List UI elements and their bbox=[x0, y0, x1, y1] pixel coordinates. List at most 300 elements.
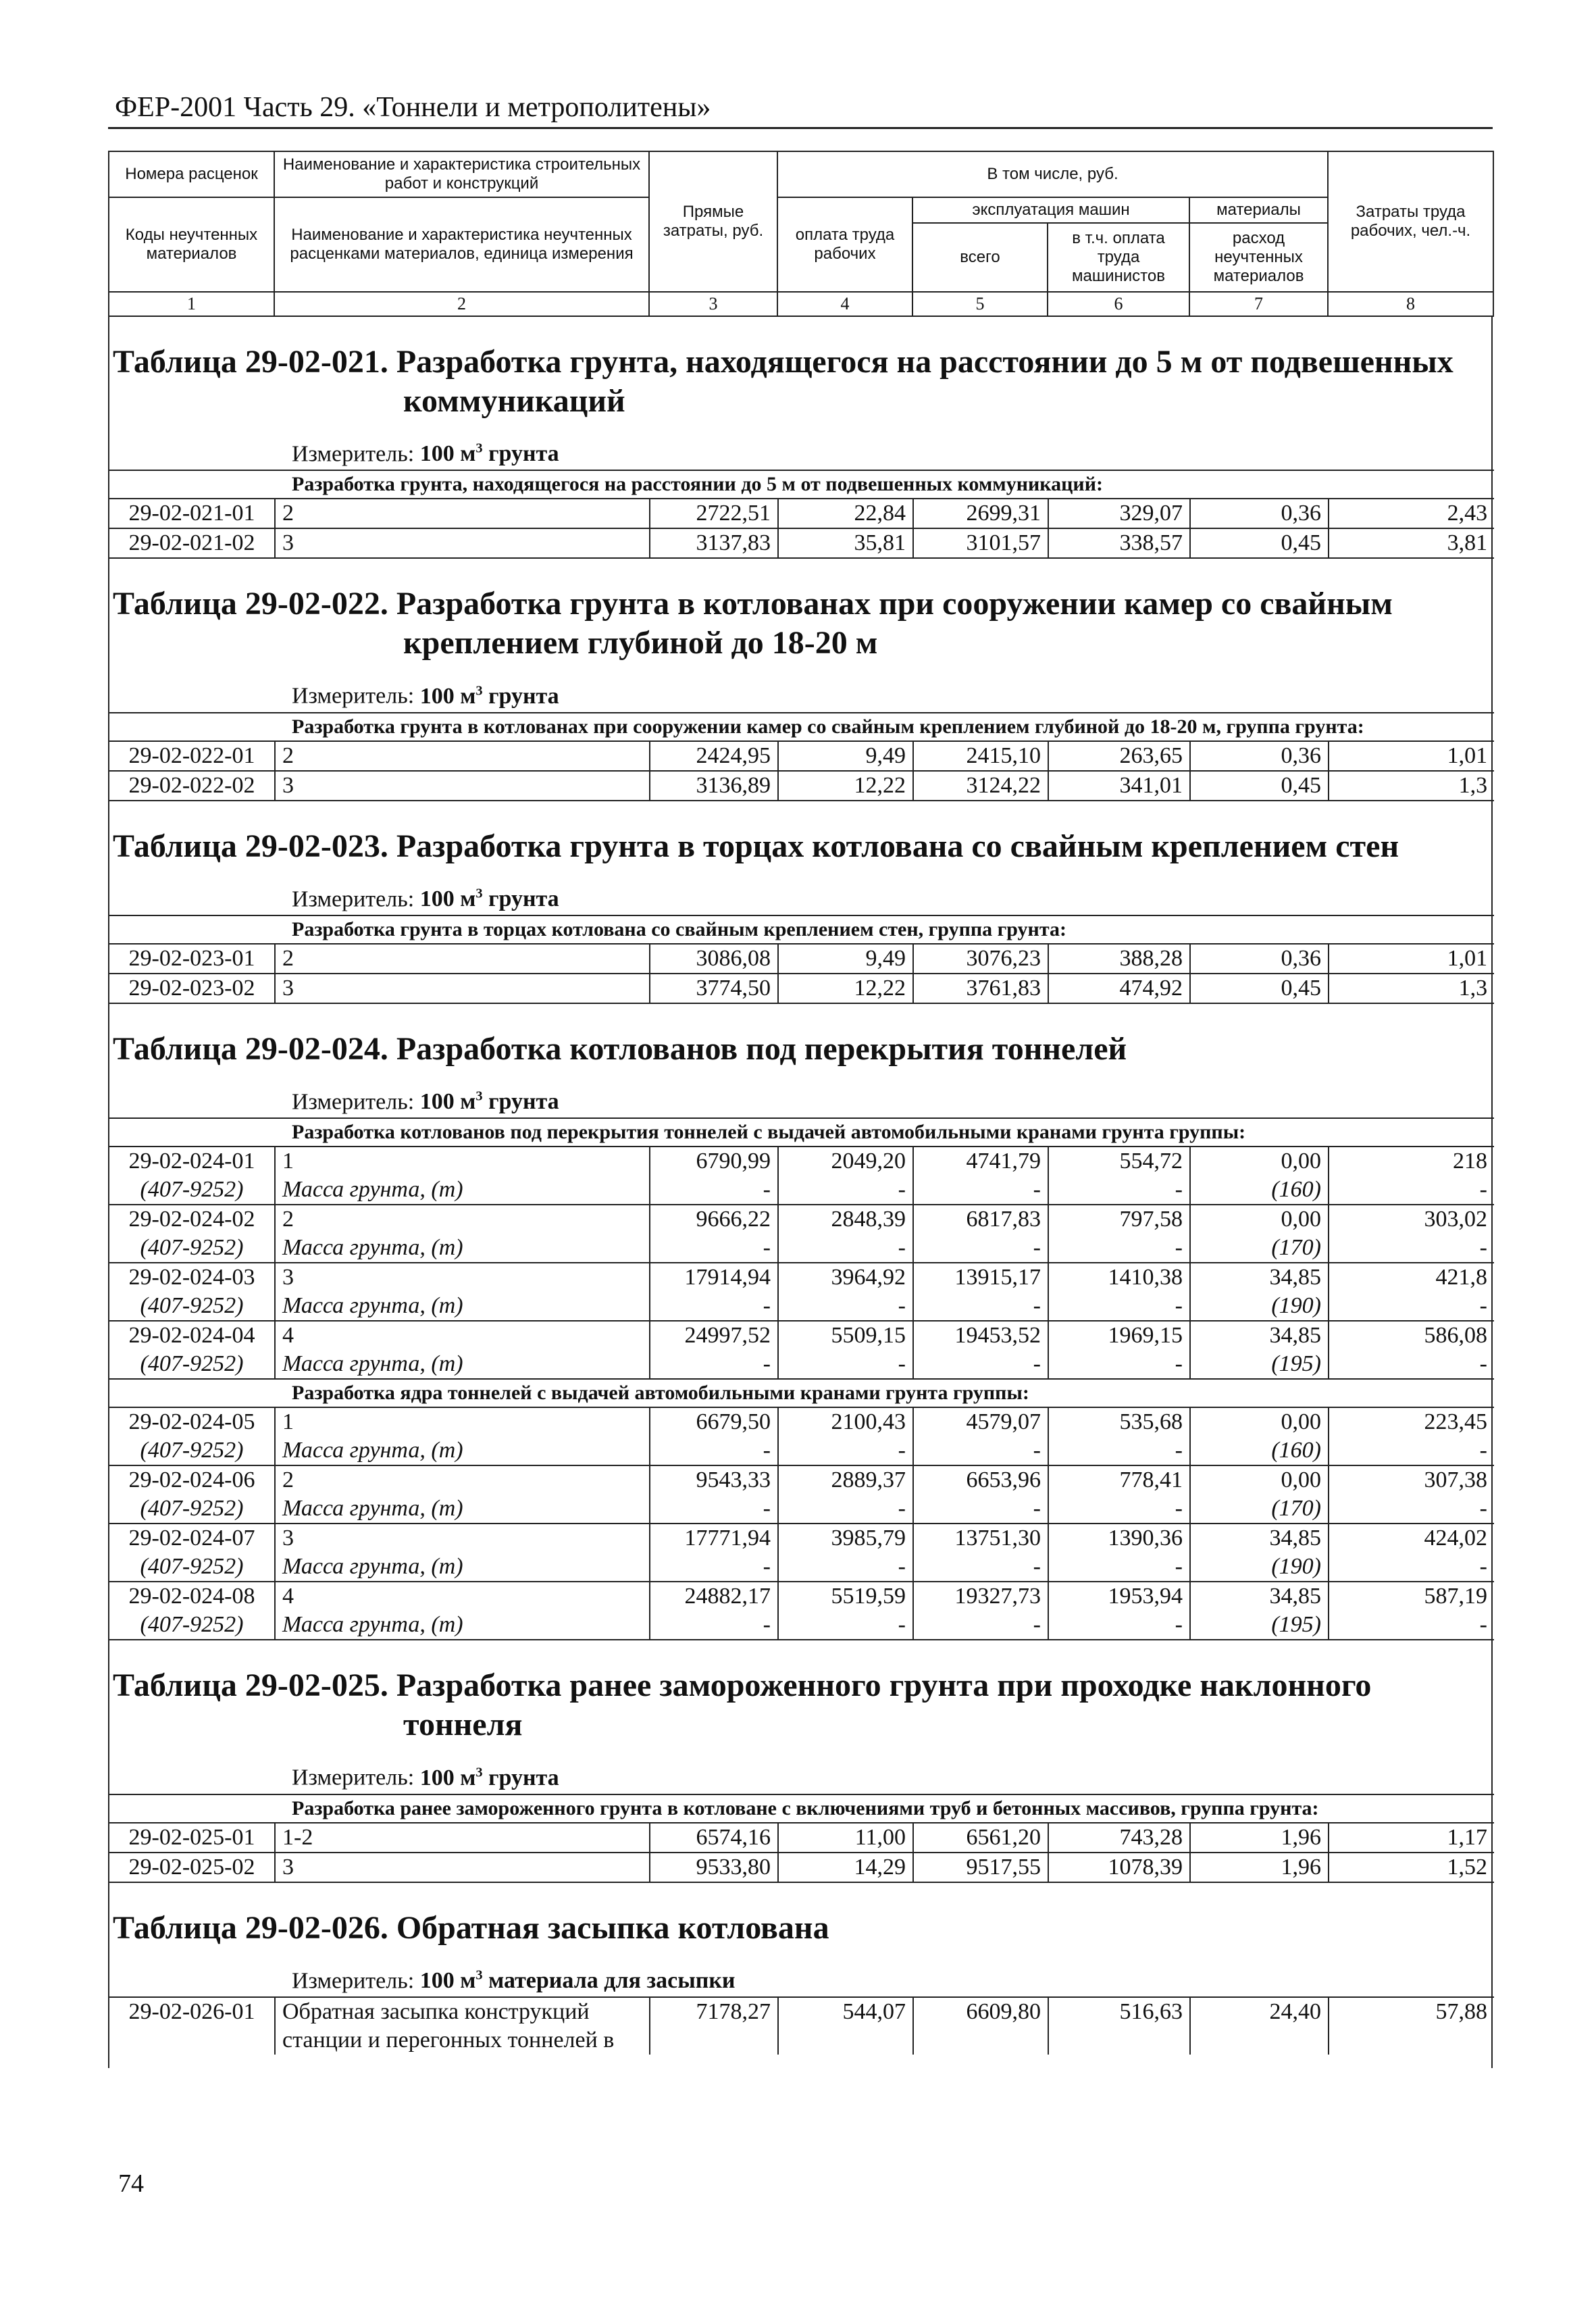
cell-labor: 12,22 bbox=[778, 974, 913, 1003]
cell-sub-mach-labor bbox=[1048, 2026, 1190, 2055]
measure-unit bbox=[109, 886, 1491, 912]
table-title-text: Разработка котлованов под перекрытия тоннелей bbox=[396, 1030, 1127, 1067]
table-title bbox=[109, 343, 1491, 421]
unit-value bbox=[420, 1089, 559, 1114]
cell-sub-code: (407-9252) bbox=[140, 1293, 244, 1319]
cell-code: 29-02-024-05 bbox=[109, 1407, 275, 1436]
cell-labor: 2889,37 bbox=[778, 1465, 913, 1494]
header-codes-bottom: Коды неучтенных материалов bbox=[109, 197, 274, 292]
unit-suffix: грунта bbox=[488, 1765, 559, 1790]
unit-exponent: 3 bbox=[475, 683, 483, 699]
cell-sub-mat: (170) bbox=[1190, 1234, 1329, 1263]
cell-sub-mach bbox=[913, 2026, 1048, 2055]
page-number: 74 bbox=[118, 2169, 144, 2198]
unit-label: Измеритель: bbox=[292, 1967, 415, 1993]
cell-hours: 1,17 bbox=[1329, 1823, 1494, 1853]
header-col-number: 4 bbox=[777, 292, 912, 316]
rate-row bbox=[109, 771, 1494, 801]
unit-label: Измеритель: bbox=[292, 683, 415, 709]
group-label: Разработка котлованов под перекрытия тоннелей с выдачей автомобильными кранами грунта группы: bbox=[109, 1118, 1494, 1147]
measure-unit bbox=[109, 1089, 1491, 1115]
cell-sub-code: (407-9252) bbox=[140, 1554, 244, 1580]
cell-mach: 6561,20 bbox=[913, 1823, 1048, 1853]
cell-sub-direct: - bbox=[650, 1176, 778, 1205]
table-title-continuation: тоннеля bbox=[403, 1707, 523, 1743]
cell-direct: 24997,52 bbox=[650, 1321, 778, 1350]
cell-sub-code bbox=[109, 2026, 275, 2055]
table-code: Таблица 29-02-026. bbox=[113, 1909, 388, 1946]
unit-value bbox=[420, 1968, 736, 1993]
cell-sub-direct: - bbox=[650, 1611, 778, 1640]
cell-hours: 218 bbox=[1329, 1147, 1494, 1176]
cell-sub-direct: - bbox=[650, 1292, 778, 1321]
header-col-number: 2 bbox=[274, 292, 649, 316]
cell-mat: 0,45 bbox=[1190, 771, 1329, 801]
cell-code: 29-02-024-07 bbox=[109, 1524, 275, 1553]
cell-mach-labor: 338,57 bbox=[1048, 528, 1190, 558]
cell-code: 29-02-025-02 bbox=[109, 1853, 275, 1882]
cell-labor: 544,07 bbox=[778, 1997, 913, 2026]
cell-sub-hours: - bbox=[1329, 1234, 1494, 1263]
cell-mach-labor: 516,63 bbox=[1048, 1997, 1190, 2026]
rate-row bbox=[109, 1997, 1494, 2026]
unit-suffix: грунта bbox=[488, 683, 559, 709]
header-including: В том числе, руб. bbox=[777, 151, 1328, 197]
cell-name: 3 bbox=[275, 1263, 650, 1292]
group-header-row bbox=[109, 1379, 1494, 1407]
table-title-text: Разработка грунта в котлованах при сооружении камер со свайным bbox=[396, 586, 1393, 622]
cell-mach-labor: 1410,38 bbox=[1048, 1263, 1190, 1292]
header-materials: материалы bbox=[1189, 197, 1328, 223]
cell-direct: 3136,89 bbox=[650, 771, 778, 801]
cell-direct: 9543,33 bbox=[650, 1465, 778, 1494]
cell-sub-mat: (195) bbox=[1190, 1350, 1329, 1379]
cell-mach: 13751,30 bbox=[913, 1524, 1048, 1553]
cell-mach: 19327,73 bbox=[913, 1582, 1048, 1611]
cell-sub-hours: - bbox=[1329, 1176, 1494, 1205]
unit-exponent: 3 bbox=[475, 886, 483, 901]
cell-sub-mat: (170) bbox=[1190, 1494, 1329, 1524]
group-label: Разработка ранее замороженного грунта в котловане с включениями труб и бетонных массивов, группа грунта: bbox=[109, 1794, 1494, 1823]
header-col-number: 6 bbox=[1048, 292, 1189, 316]
cell-hours: 1,01 bbox=[1329, 741, 1494, 771]
cell-sub-mach-labor: - bbox=[1048, 1292, 1190, 1321]
cell-sub-labor: - bbox=[778, 1234, 913, 1263]
unit-label: Измеритель: bbox=[292, 886, 415, 911]
cell-sub-mat: (160) bbox=[1190, 1176, 1329, 1205]
cell-labor: 12,22 bbox=[778, 771, 913, 801]
cell-sub-mach: - bbox=[913, 1176, 1048, 1205]
cell-mat: 34,85 bbox=[1190, 1524, 1329, 1553]
cell-sub-mach-labor: - bbox=[1048, 1494, 1190, 1524]
cell-sub-direct: - bbox=[650, 1553, 778, 1582]
unit-value bbox=[420, 886, 559, 911]
document-page bbox=[108, 88, 1493, 2068]
cell-sub-name: Масса грунта, (т) bbox=[275, 1234, 650, 1263]
cell-code: 29-02-025-01 bbox=[109, 1823, 275, 1853]
cell-hours: 586,08 bbox=[1329, 1321, 1494, 1350]
cell-mach-labor: 474,92 bbox=[1048, 974, 1190, 1003]
material-row bbox=[109, 2026, 1494, 2055]
cell-direct: 24882,17 bbox=[650, 1582, 778, 1611]
rate-row bbox=[109, 1853, 1494, 1882]
column-header-table bbox=[108, 151, 1494, 317]
header-machines-total: всего bbox=[912, 223, 1048, 292]
cell-sub-direct: - bbox=[650, 1234, 778, 1263]
rate-row bbox=[109, 944, 1494, 974]
table-code: Таблица 29-02-025. bbox=[113, 1667, 388, 1704]
table-code: Таблица 29-02-023. bbox=[113, 828, 388, 864]
cell-sub-code: (407-9252) bbox=[140, 1351, 244, 1377]
group-header-row bbox=[109, 1118, 1494, 1147]
measure-unit bbox=[109, 1968, 1491, 1994]
cell-mach: 6817,83 bbox=[913, 1205, 1048, 1234]
group-header-row bbox=[109, 470, 1494, 499]
cell-labor: 2100,43 bbox=[778, 1407, 913, 1436]
cell-sub-hours: - bbox=[1329, 1292, 1494, 1321]
group-header-row bbox=[109, 1794, 1494, 1823]
material-row bbox=[109, 1494, 1494, 1524]
cell-name: 2 bbox=[275, 944, 650, 974]
cell-mach-labor: 1390,36 bbox=[1048, 1524, 1190, 1553]
cell-name: 3 bbox=[275, 528, 650, 558]
rate-row bbox=[109, 1407, 1494, 1436]
rate-row bbox=[109, 1321, 1494, 1350]
cell-mat: 0,00 bbox=[1190, 1205, 1329, 1234]
cell-mach: 2415,10 bbox=[913, 741, 1048, 771]
running-head: ФЕР-2001 Часть 29. «Тоннели и метрополитены» bbox=[108, 88, 1493, 129]
cell-code: 29-02-022-01 bbox=[109, 741, 275, 771]
unit-suffix: материала для засыпки bbox=[488, 1967, 736, 1993]
cell-mach-labor: 797,58 bbox=[1048, 1205, 1190, 1234]
rate-row bbox=[109, 741, 1494, 771]
table-title-continuation: креплением глубиной до 18-20 м bbox=[403, 625, 878, 661]
cell-name: 1 bbox=[275, 1147, 650, 1176]
cell-mach: 3761,83 bbox=[913, 974, 1048, 1003]
table-code: Таблица 29-02-024. bbox=[113, 1030, 388, 1067]
cell-mat: 1,96 bbox=[1190, 1853, 1329, 1882]
unit-exponent: 3 bbox=[475, 1967, 483, 1983]
cell-mach: 13915,17 bbox=[913, 1263, 1048, 1292]
cell-hours: 303,02 bbox=[1329, 1205, 1494, 1234]
cell-mat: 34,85 bbox=[1190, 1321, 1329, 1350]
cell-name: 3 bbox=[275, 771, 650, 801]
price-table-section bbox=[109, 559, 1491, 801]
unit-quantity: 100 м bbox=[419, 886, 476, 911]
cell-direct: 6790,99 bbox=[650, 1147, 778, 1176]
cell-direct: 3137,83 bbox=[650, 528, 778, 558]
cell-code: 29-02-024-02 bbox=[109, 1205, 275, 1234]
rate-row bbox=[109, 499, 1494, 528]
cell-sub-direct: - bbox=[650, 1350, 778, 1379]
cell-labor: 22,84 bbox=[778, 499, 913, 528]
table-title-text: Разработка грунта в торцах котлована со свайным креплением стен bbox=[396, 828, 1399, 864]
material-row bbox=[109, 1553, 1494, 1582]
cell-code: 29-02-024-04 bbox=[109, 1321, 275, 1350]
header-col-number: 7 bbox=[1189, 292, 1328, 316]
cell-sub-mach-labor: - bbox=[1048, 1176, 1190, 1205]
cell-mat: 34,85 bbox=[1190, 1263, 1329, 1292]
table-code: Таблица 29-02-021. bbox=[113, 343, 388, 380]
cell-name: 2 bbox=[275, 499, 650, 528]
header-codes-top: Номера расценок bbox=[109, 151, 274, 197]
material-row bbox=[109, 1234, 1494, 1263]
group-header-row bbox=[109, 713, 1494, 741]
cell-labor: 11,00 bbox=[778, 1823, 913, 1853]
header-machines: эксплуатация машин bbox=[912, 197, 1189, 223]
table-title bbox=[109, 1909, 1491, 1948]
cell-sub-hours: - bbox=[1329, 1553, 1494, 1582]
unit-label: Измеритель: bbox=[292, 441, 415, 467]
cell-code: 29-02-026-01 bbox=[109, 1997, 275, 2026]
material-row bbox=[109, 1292, 1494, 1321]
rates-table bbox=[109, 470, 1494, 559]
cell-mat: 34,85 bbox=[1190, 1582, 1329, 1611]
cell-hours: 1,52 bbox=[1329, 1853, 1494, 1882]
cell-sub-mat: (190) bbox=[1190, 1553, 1329, 1582]
price-table-section bbox=[109, 801, 1491, 1004]
cell-sub-mat bbox=[1190, 2026, 1329, 2055]
header-labor-hours: Затраты труда рабочих, чел.-ч. bbox=[1328, 151, 1493, 292]
cell-labor: 5509,15 bbox=[778, 1321, 913, 1350]
cell-sub-mach-labor: - bbox=[1048, 1436, 1190, 1465]
cell-sub-code: (407-9252) bbox=[140, 1438, 244, 1463]
header-direct-costs: Прямые затраты, руб. bbox=[649, 151, 777, 292]
cell-mach: 4579,07 bbox=[913, 1407, 1048, 1436]
cell-code: 29-02-024-06 bbox=[109, 1465, 275, 1494]
unit-value bbox=[420, 684, 559, 709]
unit-quantity: 100 м bbox=[419, 1967, 476, 1993]
cell-sub-code: (407-9252) bbox=[140, 1235, 244, 1261]
unit-value bbox=[420, 441, 559, 466]
cell-sub-hours: - bbox=[1329, 1611, 1494, 1640]
cell-name: Обратная засыпка конструкций bbox=[275, 1997, 650, 2026]
cell-mat: 24,40 bbox=[1190, 1997, 1329, 2026]
unit-quantity: 100 м bbox=[419, 1089, 476, 1115]
rate-row bbox=[109, 528, 1494, 558]
price-table-section bbox=[109, 317, 1491, 559]
cell-labor: 3964,92 bbox=[778, 1263, 913, 1292]
header-name-bottom: Наименование и характеристика неучтенных расценками материалов, единица измерения bbox=[274, 197, 649, 292]
cell-sub-direct bbox=[650, 2026, 778, 2055]
cell-mach: 3124,22 bbox=[913, 771, 1048, 801]
cell-sub-mach: - bbox=[913, 1611, 1048, 1640]
cell-direct: 9533,80 bbox=[650, 1853, 778, 1882]
header-col-number: 1 bbox=[109, 292, 274, 316]
cell-mach: 3101,57 bbox=[913, 528, 1048, 558]
cell-mach: 4741,79 bbox=[913, 1147, 1048, 1176]
header-material-usage: расход неучтенных материалов bbox=[1189, 223, 1328, 292]
cell-mat: 0,45 bbox=[1190, 974, 1329, 1003]
cell-sub-mach: - bbox=[913, 1436, 1048, 1465]
cell-code: 29-02-024-03 bbox=[109, 1263, 275, 1292]
cell-sub-direct: - bbox=[650, 1436, 778, 1465]
rate-row bbox=[109, 1205, 1494, 1234]
measure-unit bbox=[109, 1765, 1491, 1790]
cell-code: 29-02-023-02 bbox=[109, 974, 275, 1003]
cell-name: 3 bbox=[275, 1853, 650, 1882]
cell-direct: 3086,08 bbox=[650, 944, 778, 974]
cell-mach: 9517,55 bbox=[913, 1853, 1048, 1882]
cell-sub-mach-labor: - bbox=[1048, 1350, 1190, 1379]
cell-code: 29-02-024-08 bbox=[109, 1582, 275, 1611]
cell-labor: 2848,39 bbox=[778, 1205, 913, 1234]
cell-labor: 5519,59 bbox=[778, 1582, 913, 1611]
cell-mach-labor: 329,07 bbox=[1048, 499, 1190, 528]
table-title-text: Разработка грунта, находящегося на расстоянии до 5 м от подвешенных bbox=[396, 343, 1453, 380]
header-name-top: Наименование и характеристика строительных работ и конструкций bbox=[274, 151, 649, 197]
cell-mat: 0,00 bbox=[1190, 1147, 1329, 1176]
cell-sub-code: (407-9252) bbox=[140, 1177, 244, 1203]
cell-mat: 0,36 bbox=[1190, 741, 1329, 771]
price-tables bbox=[108, 317, 1493, 2068]
header-col-number: 3 bbox=[649, 292, 777, 316]
unit-exponent: 3 bbox=[475, 1088, 483, 1104]
cell-sub-mach: - bbox=[913, 1234, 1048, 1263]
cell-sub-name: Масса грунта, (т) bbox=[275, 1553, 650, 1582]
cell-name: 1-2 bbox=[275, 1823, 650, 1853]
cell-direct: 7178,27 bbox=[650, 1997, 778, 2026]
cell-name: 4 bbox=[275, 1582, 650, 1611]
table-title-text: Разработка ранее замороженного грунта при проходке наклонного bbox=[396, 1667, 1372, 1704]
group-header-row bbox=[109, 915, 1494, 944]
cell-code: 29-02-024-01 bbox=[109, 1147, 275, 1176]
rates-table bbox=[109, 1996, 1494, 2055]
cell-mach-labor: 388,28 bbox=[1048, 944, 1190, 974]
cell-sub-direct: - bbox=[650, 1494, 778, 1524]
cell-mach: 6653,96 bbox=[913, 1465, 1048, 1494]
unit-value bbox=[420, 1765, 559, 1790]
cell-hours: 2,43 bbox=[1329, 499, 1494, 528]
cell-sub-mach-labor: - bbox=[1048, 1234, 1190, 1263]
cell-hours: 3,81 bbox=[1329, 528, 1494, 558]
cell-mach-labor: 1953,94 bbox=[1048, 1582, 1190, 1611]
cell-sub-mach: - bbox=[913, 1350, 1048, 1379]
unit-suffix: грунта bbox=[488, 441, 559, 467]
rate-row bbox=[109, 974, 1494, 1003]
unit-label: Измеритель: bbox=[292, 1089, 415, 1115]
unit-suffix: грунта bbox=[488, 1089, 559, 1115]
cell-mat: 0,00 bbox=[1190, 1407, 1329, 1436]
cell-code: 29-02-023-01 bbox=[109, 944, 275, 974]
cell-sub-name: Масса грунта, (т) bbox=[275, 1292, 650, 1321]
cell-sub-labor: - bbox=[778, 1292, 913, 1321]
cell-sub-name: Масса грунта, (т) bbox=[275, 1350, 650, 1379]
unit-quantity: 100 м bbox=[419, 441, 476, 467]
cell-sub-code: (407-9252) bbox=[140, 1496, 244, 1521]
cell-sub-code: (407-9252) bbox=[109, 1611, 275, 1640]
group-label: Разработка грунта, находящегося на расстоянии до 5 м от подвешенных коммуникаций: bbox=[109, 470, 1494, 499]
table-code: Таблица 29-02-022. bbox=[113, 586, 388, 622]
material-row bbox=[109, 1176, 1494, 1205]
rate-row bbox=[109, 1524, 1494, 1553]
cell-code: 29-02-021-02 bbox=[109, 528, 275, 558]
material-row bbox=[109, 1436, 1494, 1465]
cell-hours: 421,8 bbox=[1329, 1263, 1494, 1292]
unit-quantity: 100 м bbox=[419, 1765, 476, 1790]
cell-mach-labor: 1078,39 bbox=[1048, 1853, 1190, 1882]
cell-hours: 1,3 bbox=[1329, 771, 1494, 801]
cell-mat: 0,45 bbox=[1190, 528, 1329, 558]
header-worker-pay: оплата труда рабочих bbox=[777, 197, 912, 292]
table-title bbox=[109, 584, 1491, 663]
cell-mach: 2699,31 bbox=[913, 499, 1048, 528]
cell-direct: 2424,95 bbox=[650, 741, 778, 771]
cell-sub-labor: - bbox=[778, 1350, 913, 1379]
material-row bbox=[109, 1350, 1494, 1379]
cell-labor: 2049,20 bbox=[778, 1147, 913, 1176]
cell-sub-name: Масса грунта, (т) bbox=[275, 1436, 650, 1465]
group-label: Разработка грунта в котлованах при сооружении камер со свайным креплением глубиной до 18-20 м, группа грунта: bbox=[109, 713, 1494, 741]
rate-row bbox=[109, 1823, 1494, 1853]
cell-name: 3 bbox=[275, 1524, 650, 1553]
cell-hours: 223,45 bbox=[1329, 1407, 1494, 1436]
table-title bbox=[109, 1666, 1491, 1744]
cell-direct: 6574,16 bbox=[650, 1823, 778, 1853]
cell-sub-mach-labor: - bbox=[1048, 1611, 1190, 1640]
cell-labor: 9,49 bbox=[778, 944, 913, 974]
cell-direct: 17914,94 bbox=[650, 1263, 778, 1292]
cell-name: 2 bbox=[275, 1465, 650, 1494]
cell-hours: 424,02 bbox=[1329, 1524, 1494, 1553]
table-title bbox=[109, 1030, 1491, 1069]
table-title-continuation: коммуникаций bbox=[403, 382, 625, 419]
cell-code: 29-02-022-02 bbox=[109, 771, 275, 801]
cell-sub-labor bbox=[778, 2026, 913, 2055]
unit-exponent: 3 bbox=[475, 441, 483, 456]
cell-hours: 57,88 bbox=[1329, 1997, 1494, 2026]
cell-sub-name: Масса грунта, (т) bbox=[275, 1611, 650, 1640]
cell-sub-labor: - bbox=[778, 1494, 913, 1524]
cell-sub-hours: - bbox=[1329, 1494, 1494, 1524]
cell-direct: 3774,50 bbox=[650, 974, 778, 1003]
group-label: Разработка ядра тоннелей с выдачей автомобильными кранами грунта группы: bbox=[109, 1379, 1494, 1407]
cell-sub-mat: (160) bbox=[1190, 1436, 1329, 1465]
header-col-number: 5 bbox=[912, 292, 1048, 316]
cell-sub-labor: - bbox=[778, 1553, 913, 1582]
rates-table bbox=[109, 1117, 1494, 1640]
price-table-section bbox=[109, 1640, 1491, 1882]
cell-labor: 9,49 bbox=[778, 741, 913, 771]
cell-mat: 1,96 bbox=[1190, 1823, 1329, 1853]
header-operator-pay: в т.ч. оплата труда машинистов bbox=[1048, 223, 1189, 292]
unit-suffix: грунта bbox=[488, 886, 559, 911]
cell-mach-labor: 778,41 bbox=[1048, 1465, 1190, 1494]
cell-mach-labor: 263,65 bbox=[1048, 741, 1190, 771]
cell-name: 1 bbox=[275, 1407, 650, 1436]
cell-sub-hours bbox=[1329, 2026, 1494, 2055]
cell-mach-labor: 341,01 bbox=[1048, 771, 1190, 801]
cell-mach-labor: 535,68 bbox=[1048, 1407, 1190, 1436]
cell-mach-labor: 554,72 bbox=[1048, 1147, 1190, 1176]
cell-labor: 14,29 bbox=[778, 1853, 913, 1882]
cell-sub-mach: - bbox=[913, 1553, 1048, 1582]
rate-row bbox=[109, 1465, 1494, 1494]
unit-quantity: 100 м bbox=[419, 683, 476, 709]
cell-name: 3 bbox=[275, 974, 650, 1003]
cell-mach: 19453,52 bbox=[913, 1321, 1048, 1350]
rates-table bbox=[109, 712, 1494, 801]
cell-hours: 307,38 bbox=[1329, 1465, 1494, 1494]
cell-name: 2 bbox=[275, 1205, 650, 1234]
measure-unit bbox=[109, 683, 1491, 709]
cell-name: 4 bbox=[275, 1321, 650, 1350]
table-title-text: Обратная засыпка котлована bbox=[396, 1909, 829, 1946]
rate-row bbox=[109, 1147, 1494, 1176]
cell-sub-mach: - bbox=[913, 1494, 1048, 1524]
rates-table bbox=[109, 915, 1494, 1004]
cell-sub-name: станции и перегонных тоннелей в bbox=[275, 2026, 650, 2055]
